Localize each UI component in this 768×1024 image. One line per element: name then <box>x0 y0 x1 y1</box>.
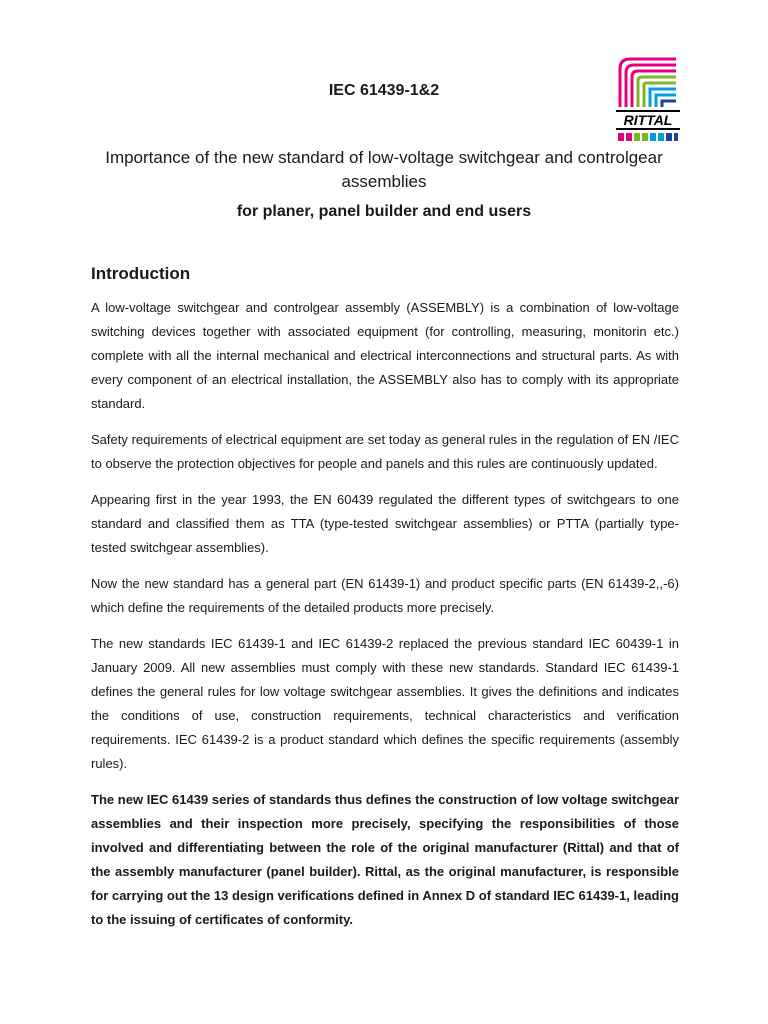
paragraph: Now the new standard has a general part (EN 61439-1) and product specific parts (EN 61439-2,,-6) which define the requirements of the detailed products more precisely. <box>91 576 679 615</box>
paragraph: Safety requirements of electrical equipment are set today as general rules in the regulation of EN /IEC to observe the protection objectives for people and panels and this rules are continuously updated. <box>91 432 679 471</box>
paragraph: A low-voltage switchgear and controlgear assembly (ASSEMBLY) is a combination of low-voltage switching devices together with associated equipment (for controlling, measuring, monitorin etc.) complete with all the internal mechanical and electrical interconnections and structural parts. As with every component of an electrical installation, the ASSEMBLY also has to comply with its appropriate standard. <box>91 300 679 411</box>
paragraph: The new standards IEC 61439-1 and IEC 61439-2 replaced the previous standard IEC 60439-1 in January 2009. All new assemblies must comply with these new standards. Standard IEC 61439-1 defines the general rules for low voltage switchgear assemblies. It gives the definitions and indicates the conditions of use, construction requirements, technical characteristics and verification requirements. IEC 61439-2 is a product standard which defines the specific requirements (assembly rules). <box>91 636 679 771</box>
paragraph: Appearing first in the year 1993, the EN 60439 regulated the different types of switchgears to one standard and classified them as TTA (type-tested switchgear assemblies) or PTTA (partially type-tested switchgear assemblies). <box>91 492 679 555</box>
paragraph-emphasis: The new IEC 61439 series of standards thus defines the construction of low voltage switchgear assemblies and their inspection more precisely, specifying the responsibilities of those involved and differentiating between the role of the original manufacturer (Rittal) and that of the assembly manufacturer (panel builder). Rittal, as the original manufacturer, is responsible for carrying out the 13 design verifications defined in Annex D of standard IEC 61439-1, leading to the issuing of certificates of conformity. <box>91 792 679 927</box>
logo-wordmark: RITTAL <box>623 112 673 128</box>
section-body <box>91 296 679 944</box>
document-title: IEC 61439-1&2 <box>328 82 440 99</box>
rittal-logo <box>616 55 680 143</box>
section-heading: Introduction <box>91 264 191 283</box>
document-subtitle: Importance of the new standard of low-voltage switchgear and controlgear assemblies <box>105 148 663 191</box>
audience-line: for planer, panel builder and end users <box>236 203 532 220</box>
